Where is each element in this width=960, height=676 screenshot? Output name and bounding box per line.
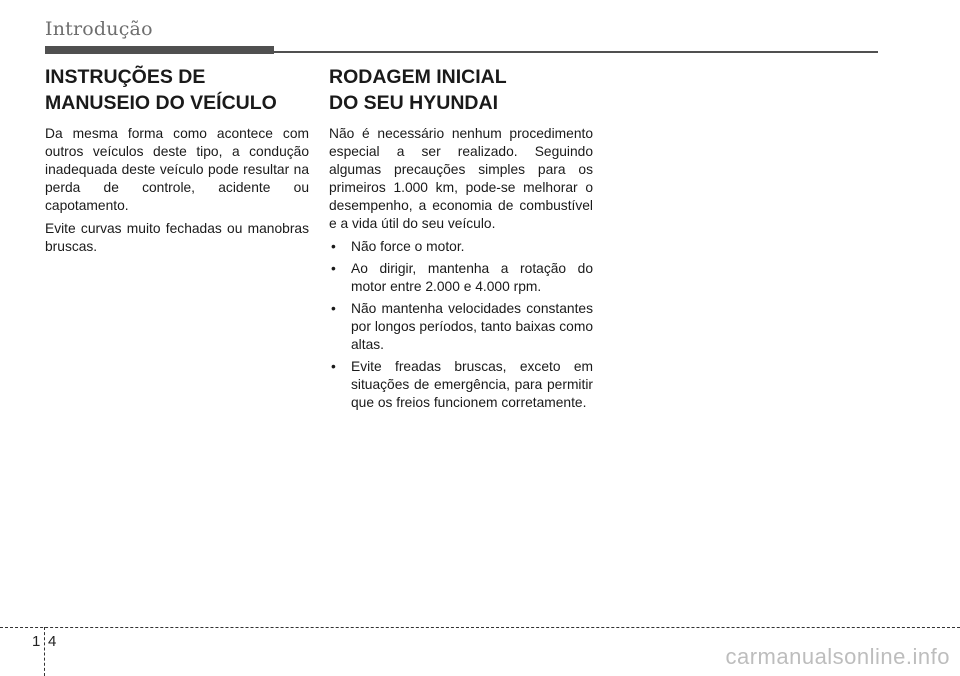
heading-line: DO SEU HYUNDAI: [329, 92, 499, 114]
list-item: [329, 260, 593, 296]
section-heading-break-in: [329, 64, 593, 116]
bullet-list: [329, 238, 593, 412]
footer-dashed-rule: [0, 627, 960, 628]
paragraph: Evite curvas muito fechadas ou manobras bruscas.: [45, 221, 309, 254]
heading-line: RODAGEM INICIAL: [329, 66, 507, 88]
footer-dashed-divider: [44, 627, 45, 676]
list-item: [329, 238, 593, 256]
page-number: 4: [48, 633, 57, 650]
paragraph: Não é necessário nenhum procedimento especial a ser realizado. Seguindo algumas precauções simples para os primeiros 1.000 km, pode-se melhorar o desempenho, a economia de combustível e a vida útil do seu veículo.: [329, 126, 593, 231]
heading-line: MANUSEIO DO VEÍCULO: [45, 92, 277, 114]
section-heading-handling: [45, 64, 309, 116]
right-column: [329, 64, 593, 416]
list-item-text: Não force o motor.: [351, 239, 465, 254]
watermark: carmanualsonline.info: [725, 644, 950, 669]
list-item: [329, 358, 593, 412]
bullet-icon: •: [331, 359, 336, 374]
list-item-text: Não mantenha velocidades constantes por longos períodos, tanto baixas como altas.: [351, 301, 593, 352]
left-column: [45, 64, 309, 261]
header-bar: [45, 46, 274, 54]
header-title: Introdução: [45, 18, 153, 40]
section-number: 1: [32, 633, 41, 650]
bullet-icon: •: [331, 239, 336, 254]
bullet-icon: •: [331, 301, 336, 316]
list-item-text: Ao dirigir, mantenha a rotação do motor entre 2.000 e 4.000 rpm.: [351, 261, 593, 294]
paragraph: Da mesma forma como acontece com outros veículos deste tipo, a condução inadequada deste veículo pode resultar na perda de controle, acidente ou capotamento.: [45, 126, 309, 213]
header-rule: [274, 51, 878, 53]
bullet-icon: •: [331, 261, 336, 276]
list-item-text: Evite freadas bruscas, exceto em situações de emergência, para permitir que os freios funcionem corretamente.: [351, 359, 593, 410]
heading-line: INSTRUÇÕES DE: [45, 66, 206, 88]
list-item: [329, 300, 593, 354]
